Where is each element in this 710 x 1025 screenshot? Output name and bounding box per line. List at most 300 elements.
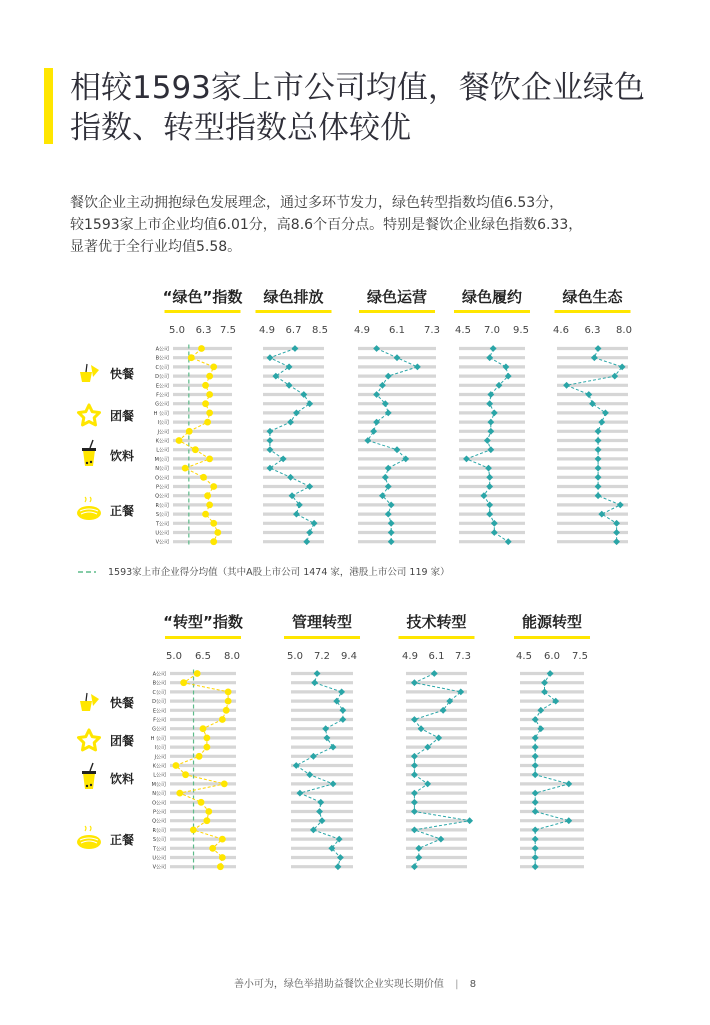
company-label: V公司 (152, 864, 166, 871)
data-point (210, 520, 217, 527)
chart-panel-2 (256, 288, 332, 545)
data-point (613, 538, 620, 545)
data-point (203, 735, 210, 742)
data-point (300, 391, 307, 398)
chart-title: “绿色”指数 (162, 288, 243, 306)
data-point (613, 529, 620, 536)
data-point (547, 670, 554, 677)
data-point (292, 345, 299, 352)
category-label: 快餐 (109, 367, 135, 381)
data-point (491, 520, 498, 527)
data-point (486, 483, 493, 490)
page-title-line-1: 相较1593家上市公司均值，餐饮企业绿色 (70, 70, 645, 106)
data-point (480, 492, 487, 499)
category-label: 正餐 (109, 833, 135, 847)
page-footer (0, 975, 710, 990)
data-point (565, 781, 572, 788)
data-point (286, 364, 293, 371)
data-point (311, 679, 318, 686)
data-point (532, 827, 539, 834)
data-point (337, 854, 344, 861)
data-point (202, 400, 209, 407)
data-point (415, 854, 422, 861)
data-point (370, 428, 377, 435)
company-label: E公司 (152, 708, 166, 715)
data-point (394, 354, 401, 361)
tick-label: 6.3 (195, 325, 212, 336)
data-point (617, 502, 624, 509)
chart-title: 绿色排放 (263, 288, 324, 306)
data-point (202, 382, 209, 389)
noodle-bowl-icon (77, 497, 101, 520)
data-point (411, 679, 418, 686)
data-point (210, 483, 217, 490)
data-point (418, 725, 425, 732)
chart-title-underline (284, 636, 360, 639)
data-point (206, 373, 213, 380)
data-point (532, 771, 539, 778)
data-point (595, 465, 602, 472)
data-point (385, 373, 392, 380)
company-label: M公司 (151, 781, 166, 788)
chart-title: 绿色履约 (461, 288, 523, 306)
company-label: D公司 (152, 699, 166, 706)
data-point (219, 836, 226, 843)
tick-label: 4.9 (354, 325, 370, 336)
chart-panel-5 (553, 288, 632, 545)
company-label: L公司 (156, 447, 169, 454)
data-point (205, 808, 212, 815)
intro-line-2: 较1593家上市企业均值6.01分，高8.6个百分点。特别是餐饮企业绿色指数6.33， (70, 217, 583, 233)
data-point (306, 529, 313, 536)
company-label: L公司 (153, 772, 166, 779)
data-point (440, 707, 447, 714)
company-label: I公司 (154, 745, 166, 752)
page-title-line-2: 指数、转型指数总体较优 (70, 110, 411, 146)
star-icon (79, 730, 100, 750)
company-label: Q公司 (155, 493, 169, 500)
data-point (225, 689, 232, 696)
tick-label: 6.7 (285, 325, 302, 336)
company-label: U公司 (155, 530, 169, 537)
data-point (486, 400, 493, 407)
data-point (303, 538, 310, 545)
data-point (411, 799, 418, 806)
data-point (176, 790, 183, 797)
chart-title-underline (514, 636, 590, 639)
data-point (206, 456, 213, 463)
data-point (219, 854, 226, 861)
data-point (180, 679, 187, 686)
data-point (217, 863, 224, 870)
data-point (267, 354, 274, 361)
data-point (532, 735, 539, 742)
data-point (286, 382, 293, 389)
data-point (182, 771, 189, 778)
tick-label: 8.0 (224, 651, 240, 662)
chart-title-underline (359, 310, 435, 313)
data-point (490, 345, 497, 352)
data-point (317, 799, 324, 806)
company-label: D公司 (155, 374, 169, 381)
company-label: S公司 (155, 512, 169, 519)
data-point (438, 836, 445, 843)
data-point (306, 771, 313, 778)
data-point (532, 716, 539, 723)
company-label: B公司 (155, 355, 169, 362)
data-point (491, 410, 498, 417)
company-label: J公司 (157, 429, 169, 436)
data-point (280, 456, 287, 463)
data-point (505, 538, 512, 545)
data-point (532, 744, 539, 751)
company-label: C公司 (152, 689, 166, 696)
data-point (385, 511, 392, 518)
legend-text: 1593家上市企业得分均值（其中A股上市公司 1474 家，港股上市公司 119 家） (108, 567, 450, 578)
data-point (267, 446, 274, 453)
chart-panel-3 (354, 288, 440, 545)
company-label: K公司 (155, 438, 169, 445)
data-point (287, 419, 294, 426)
data-point (532, 762, 539, 769)
data-point (385, 465, 392, 472)
data-point (424, 781, 431, 788)
tick-label: 6.3 (584, 325, 601, 336)
tick-label: 7.3 (424, 325, 440, 336)
category-label: 快餐 (109, 696, 135, 710)
data-point (613, 520, 620, 527)
fast-food-icon (80, 693, 99, 711)
data-point (585, 391, 592, 398)
data-point (598, 511, 605, 518)
company-label: P公司 (152, 809, 166, 816)
data-point (598, 419, 605, 426)
fast-food-icon (80, 364, 99, 382)
category-label: 饮料 (109, 449, 135, 463)
data-point (563, 382, 570, 389)
data-point (200, 725, 207, 732)
chart-title-underline (399, 636, 475, 639)
data-point (411, 771, 418, 778)
tick-label: 5.0 (287, 651, 303, 662)
data-point (272, 373, 279, 380)
company-label: V公司 (155, 539, 169, 546)
data-point (330, 781, 337, 788)
chart-title-underline (165, 310, 241, 313)
company-label: O公司 (155, 475, 169, 482)
tick-label: 9.5 (513, 325, 529, 336)
chart-panel-9 (514, 613, 590, 870)
company-label: N公司 (152, 791, 166, 798)
data-point (485, 465, 492, 472)
data-point (414, 364, 421, 371)
data-point (595, 437, 602, 444)
tick-label: 7.3 (455, 651, 471, 662)
data-point (532, 808, 539, 815)
bubble-tea-icon (82, 763, 96, 789)
chart-title-underline (555, 310, 631, 313)
chart-title-underline (256, 310, 332, 313)
data-point (431, 670, 438, 677)
tick-label: 7.5 (572, 651, 588, 662)
chart-panel-4 (454, 288, 530, 545)
category-label: 饮料 (109, 772, 135, 786)
tick-label: 7.0 (484, 325, 500, 336)
company-label: T公司 (152, 846, 166, 853)
data-point (209, 845, 216, 852)
chart-title: 绿色生态 (562, 288, 623, 306)
data-point (595, 345, 602, 352)
data-point (206, 391, 213, 398)
data-point (297, 790, 304, 797)
data-point (491, 529, 498, 536)
data-point (311, 520, 318, 527)
data-point (322, 725, 329, 732)
data-point (287, 474, 294, 481)
data-point (541, 679, 548, 686)
data-point (532, 845, 539, 852)
data-point (484, 437, 491, 444)
data-point (411, 808, 418, 815)
data-point (595, 428, 602, 435)
data-point (595, 492, 602, 499)
company-label: M公司 (154, 456, 169, 463)
intro-line-3: 显著优于全行业均值5.58。 (70, 239, 242, 255)
company-label: H 公司 (153, 410, 169, 417)
data-point (595, 456, 602, 463)
data-point (595, 446, 602, 453)
tick-label: 8.0 (616, 325, 632, 336)
data-point (537, 707, 544, 714)
chart-title-underline (165, 636, 241, 639)
data-point (486, 511, 493, 518)
page-number: 8 (469, 979, 477, 990)
category-label: 正餐 (109, 504, 135, 518)
data-point (206, 502, 213, 509)
data-point (293, 410, 300, 417)
tick-label: 4.9 (402, 651, 418, 662)
data-point (388, 520, 395, 527)
data-point (223, 707, 230, 714)
chart-panel-8 (399, 613, 475, 870)
data-point (486, 354, 493, 361)
data-point (411, 716, 418, 723)
data-point (219, 716, 226, 723)
data-point (591, 354, 598, 361)
data-point (339, 707, 346, 714)
data-point (204, 492, 211, 499)
chart-title: 绿色运营 (366, 288, 428, 306)
data-point (267, 437, 274, 444)
data-point (595, 483, 602, 490)
chart-title: 技术转型 (406, 613, 467, 631)
data-point (541, 689, 548, 696)
data-point (198, 345, 205, 352)
chart-title: 能源转型 (521, 613, 583, 631)
data-point (192, 446, 199, 453)
data-point (198, 799, 205, 806)
company-label: H 公司 (150, 735, 166, 742)
tick-label: 7.2 (314, 651, 330, 662)
data-point (415, 845, 422, 852)
tick-label: 5.0 (169, 325, 185, 336)
data-point (364, 437, 371, 444)
tick-label: 4.5 (455, 325, 471, 336)
tick-label: 4.6 (553, 325, 569, 336)
company-label: B公司 (152, 680, 166, 687)
data-point (503, 364, 510, 371)
data-point (532, 799, 539, 806)
data-point (385, 483, 392, 490)
tick-label: 6.5 (195, 651, 211, 662)
company-label: R公司 (155, 502, 169, 509)
data-point (206, 410, 213, 417)
tick-label: 4.5 (516, 651, 532, 662)
data-point (379, 382, 386, 389)
footer-separator: | (455, 979, 459, 990)
company-label: E公司 (155, 383, 169, 390)
tick-label: 6.1 (428, 651, 445, 662)
data-point (466, 817, 473, 824)
data-point (537, 725, 544, 732)
company-label: G公司 (152, 726, 166, 733)
data-point (267, 428, 274, 435)
company-label: F公司 (156, 392, 169, 399)
category-label: 团餐 (109, 734, 135, 748)
company-label: R公司 (152, 827, 166, 834)
data-point (330, 744, 337, 751)
data-point (394, 446, 401, 453)
noodle-bowl-icon (77, 826, 101, 849)
company-label: F公司 (153, 717, 166, 724)
company-label: C公司 (155, 364, 169, 371)
tick-label: 8.5 (312, 325, 328, 336)
company-label: N公司 (155, 466, 169, 473)
data-point (487, 391, 494, 398)
data-point (382, 474, 389, 481)
star-icon (79, 405, 100, 425)
data-point (602, 410, 609, 417)
company-label: P公司 (155, 484, 169, 491)
data-point (487, 428, 494, 435)
data-point (188, 354, 195, 361)
data-point (221, 781, 228, 788)
data-point (486, 502, 493, 509)
data-point (373, 345, 380, 352)
data-point (595, 474, 602, 481)
data-point (324, 735, 331, 742)
tick-label: 5.0 (166, 651, 182, 662)
data-point (411, 762, 418, 769)
data-point (532, 790, 539, 797)
tick-label: 7.5 (220, 325, 236, 336)
data-point (402, 456, 409, 463)
data-point (186, 428, 193, 435)
tick-label: 6.0 (544, 651, 560, 662)
data-point (532, 863, 539, 870)
data-point (463, 456, 470, 463)
data-point (200, 474, 207, 481)
data-point (339, 716, 346, 723)
company-label: T公司 (155, 521, 169, 528)
company-label: S公司 (152, 837, 166, 844)
bubble-tea-icon (82, 440, 96, 466)
data-point (214, 529, 221, 536)
data-point (267, 465, 274, 472)
data-point (486, 474, 493, 481)
chart-panel-7 (284, 613, 360, 870)
company-label: I公司 (157, 420, 169, 427)
category-label: 团餐 (109, 409, 135, 423)
chart-title: 管理转型 (291, 613, 353, 631)
company-label: A公司 (152, 671, 166, 678)
chart-title-underline (454, 310, 530, 313)
data-point (333, 698, 340, 705)
data-point (589, 400, 596, 407)
data-point (202, 511, 209, 518)
company-label: A公司 (155, 346, 169, 353)
data-point (411, 827, 418, 834)
data-point (411, 863, 418, 870)
data-point (225, 698, 232, 705)
data-point (210, 364, 217, 371)
data-point (196, 753, 203, 760)
data-point (532, 854, 539, 861)
intro-line-1: 餐饮企业主动拥抱绿色发展理念，通过多环节发力，绿色转型指数均值6.53分， (70, 195, 564, 211)
company-label: U公司 (152, 855, 166, 862)
data-point (388, 529, 395, 536)
data-point (411, 753, 418, 760)
data-point (204, 419, 211, 426)
data-point (306, 483, 313, 490)
data-point (176, 437, 183, 444)
tick-label: 4.9 (259, 325, 275, 336)
data-point (203, 817, 210, 824)
company-label: O公司 (152, 800, 166, 807)
data-point (190, 827, 197, 834)
footer-text: 善小可为，绿色举措助益餐饮企业实现长期价值 (233, 979, 444, 990)
data-point (293, 762, 300, 769)
data-point (306, 400, 313, 407)
tick-label: 9.4 (341, 651, 357, 662)
data-point (316, 808, 323, 815)
data-point (487, 446, 494, 453)
company-label: J公司 (154, 754, 166, 761)
company-label: G公司 (155, 401, 169, 408)
data-point (532, 753, 539, 760)
data-point (411, 790, 418, 797)
data-point (210, 538, 217, 545)
data-point (194, 670, 201, 677)
chart-title: “转型”指数 (163, 613, 243, 631)
data-point (487, 419, 494, 426)
data-point (293, 511, 300, 518)
data-point (173, 762, 180, 769)
data-point (203, 744, 210, 751)
data-point (335, 863, 342, 870)
data-point (388, 538, 395, 545)
company-label: K公司 (152, 763, 166, 770)
data-point (338, 689, 345, 696)
tick-label: 6.1 (389, 325, 405, 336)
data-point (182, 465, 189, 472)
data-point (435, 735, 442, 742)
chart-panel-6 (151, 613, 243, 871)
data-point (565, 817, 572, 824)
chart-panel-1 (154, 288, 243, 546)
company-label: Q公司 (152, 818, 166, 825)
data-point (310, 753, 317, 760)
